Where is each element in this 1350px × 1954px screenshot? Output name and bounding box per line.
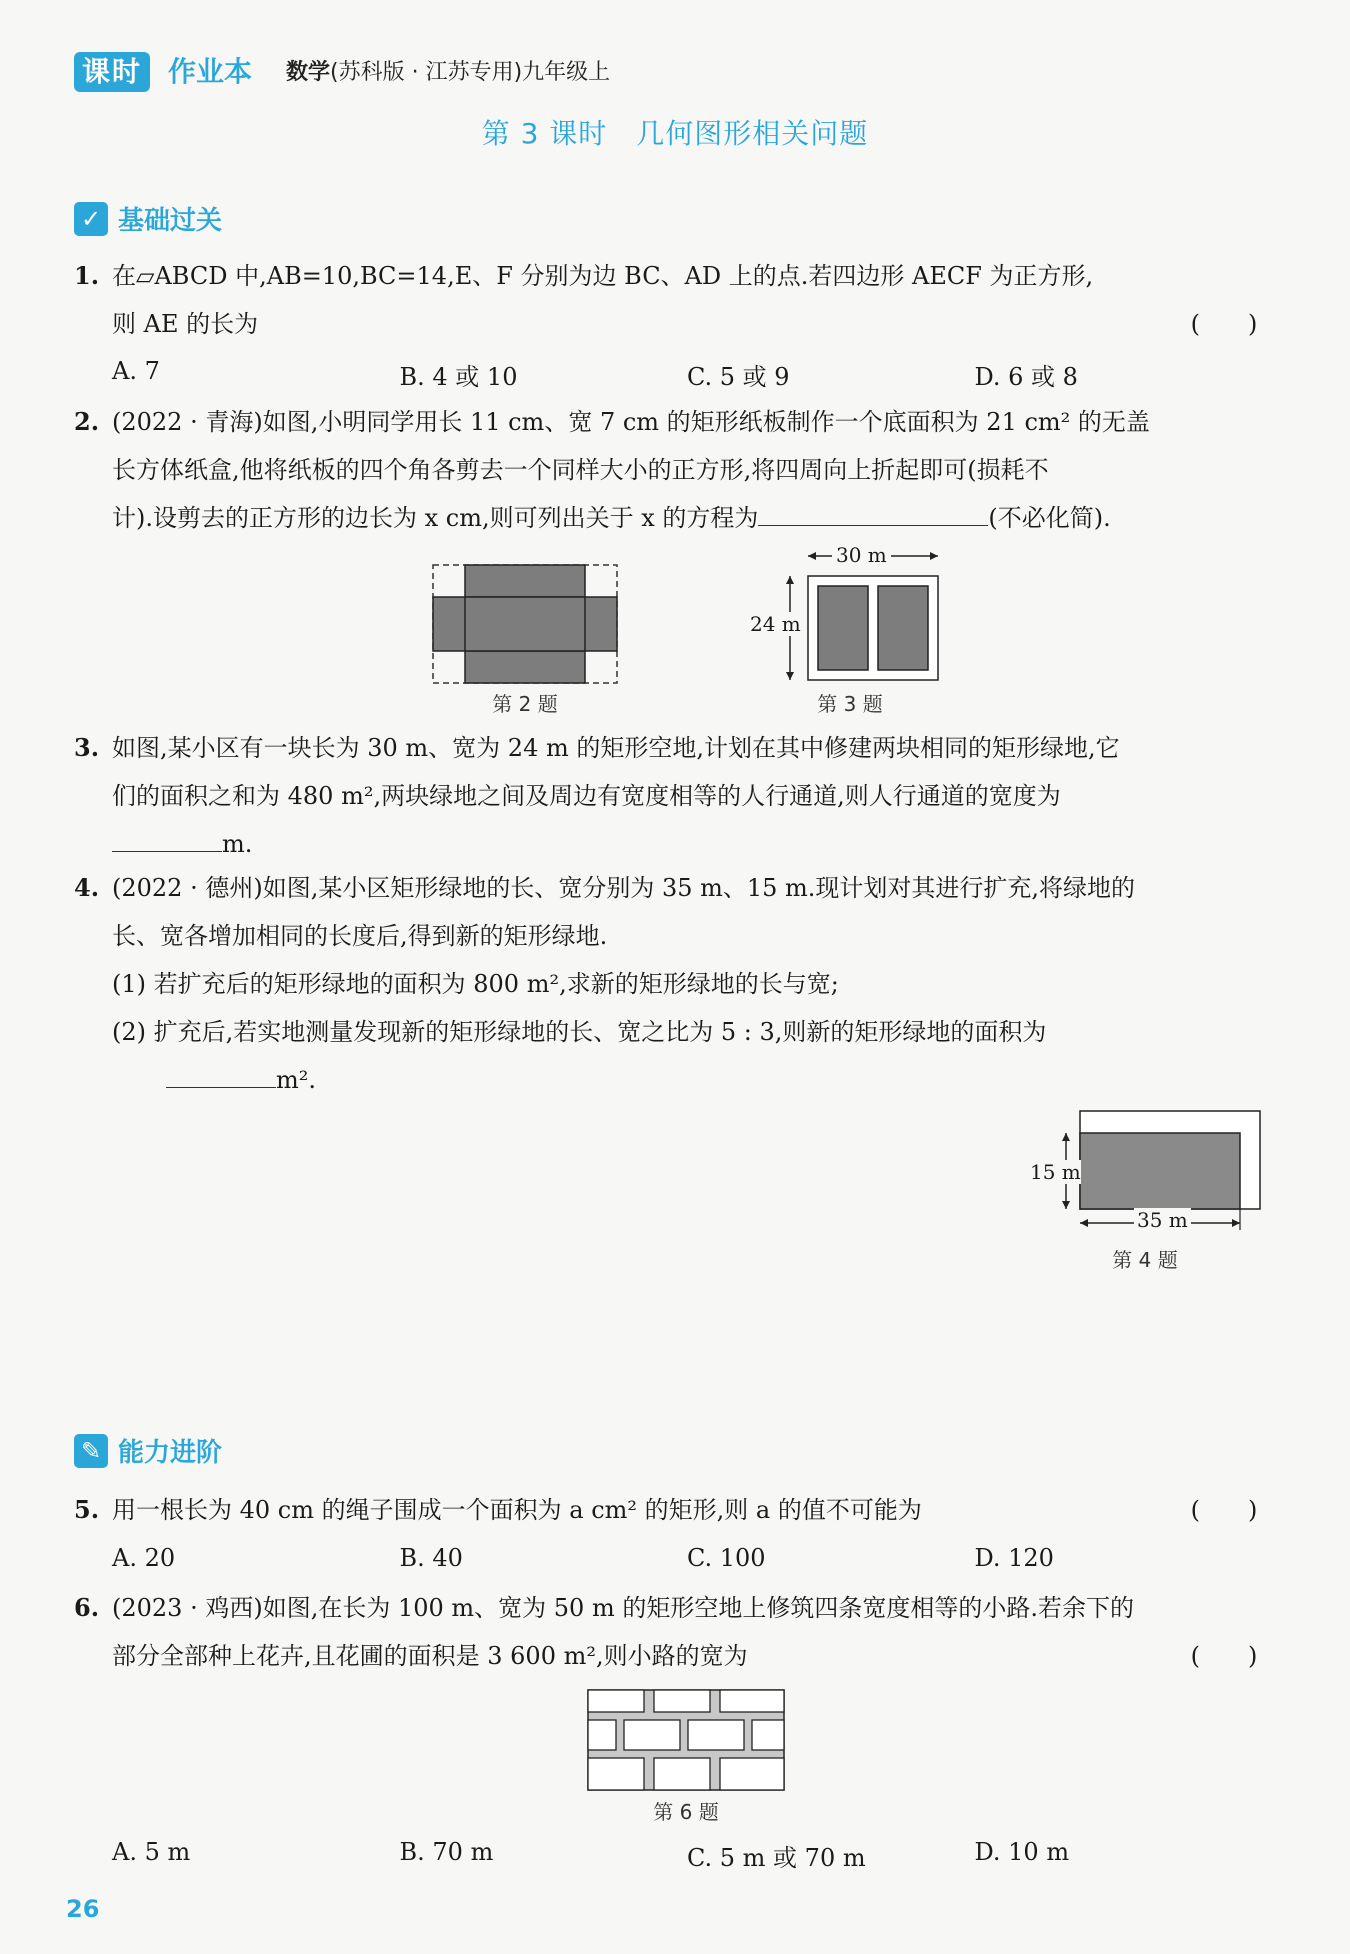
option-a: A. 7	[112, 357, 160, 385]
question-text-line: 长、宽各增加相同的长度后,得到新的矩形绿地.	[112, 922, 608, 950]
question-text-line: 则 AE 的长为	[112, 310, 259, 338]
arrow-right	[1232, 1219, 1240, 1227]
question-text: 在▱ABCD 中,AB=10,BC=14,E、F 分别为边 BC、AD 上的点.若四边形 AECF 为正方形,	[112, 262, 1094, 290]
q1-options	[112, 357, 1262, 392]
answer-paren: ( )	[1190, 1642, 1258, 1670]
question-5	[74, 1486, 1264, 1534]
question-number: 6.	[74, 1593, 100, 1622]
arrow-up	[1062, 1133, 1070, 1141]
question-number: 1.	[74, 261, 100, 290]
question-text: (2022 · 青海)如图,小明同学用长 11 cm、宽 7 cm 的矩形纸板制作一个底面积为 21 cm² 的无盖	[112, 408, 1150, 436]
green-plot-left	[818, 586, 868, 670]
sub-question-1: (1) 若扩充后的矩形绿地的面积为 800 m²,求新的矩形绿地的长与宽;	[112, 970, 839, 998]
checkbox-icon: ✓	[74, 202, 108, 236]
section-basic-heading	[74, 200, 222, 237]
edition-label: (苏科版 · 江苏专用)九年级上	[330, 60, 611, 85]
option-b: B. 70 m	[399, 1838, 494, 1866]
answer-paren: ( )	[1190, 310, 1258, 338]
question-3	[74, 724, 1264, 868]
lesson-title: 第 3 课时 几何图形相关问题	[481, 117, 869, 150]
answer-blank[interactable]	[758, 497, 988, 526]
q5-options	[112, 1544, 1262, 1572]
question-text: 如图,某小区有一块长为 30 m、宽为 24 m 的矩形空地,计划在其中修建两块相同的矩形绿地,它	[112, 734, 1120, 762]
figure-3-caption: 第 3 题	[817, 692, 883, 716]
arrow-down	[1062, 1201, 1070, 1209]
box-base	[465, 597, 585, 651]
green-plot-right	[878, 586, 928, 670]
arrow-left	[1080, 1219, 1088, 1227]
question-2	[74, 398, 1264, 542]
question-number: 4.	[74, 873, 100, 902]
arrow-right	[930, 552, 938, 560]
answer-blank[interactable]	[112, 823, 222, 852]
series-name: 作业本	[168, 55, 253, 88]
arrow-up	[786, 576, 794, 584]
unit-label: m².	[276, 1066, 317, 1094]
arrow-left	[808, 552, 816, 560]
fig3-height-label: 24 m	[750, 612, 801, 636]
question-text-line	[74, 494, 1264, 542]
section-advanced-heading	[74, 1432, 222, 1469]
answer-blank[interactable]	[166, 1059, 276, 1088]
page-number: 26	[66, 1895, 100, 1923]
book-subtitle	[286, 56, 610, 90]
question-number: 3.	[74, 733, 100, 762]
question-4	[74, 864, 1264, 1104]
series-logo: 课时	[74, 52, 150, 92]
sub-question-2: (2) 扩充后,若实地测量发现新的矩形绿地的长、宽之比为 5 : 3,则新的矩形绿地的面积为	[112, 1018, 1047, 1046]
option-d: D. 10 m	[974, 1838, 1070, 1866]
question-text-line: 部分全部种上花卉,且花圃的面积是 3 600 m²,则小路的宽为	[112, 1642, 748, 1670]
fig3-width-label: 30 m	[832, 543, 891, 567]
figure-6-caption: 第 6 题	[653, 1800, 719, 1824]
question-text-cont	[74, 1632, 1264, 1680]
question-number: 2.	[74, 407, 100, 436]
option-d: D. 120	[974, 1544, 1054, 1572]
figure-2-caption: 第 2 题	[492, 692, 558, 716]
option-c: C. 5 或 9	[687, 363, 790, 391]
unit-label: m.	[222, 830, 253, 858]
option-a: A. 20	[112, 1544, 176, 1572]
question-text-part: (不必化简).	[988, 504, 1111, 532]
option-b: B. 40	[399, 1544, 463, 1572]
question-text-line	[74, 1056, 1264, 1104]
figure-4-caption: 第 4 题	[1112, 1248, 1178, 1272]
question-text-cont	[74, 300, 1264, 348]
section-basic-label: 基础过关	[118, 206, 223, 236]
question-text: 用一根长为 40 cm 的绳子围成一个面积为 a cm² 的矩形,则 a 的值不可能为	[112, 1496, 922, 1524]
question-number: 5.	[74, 1495, 100, 1524]
fig4-width-label: 35 m	[1134, 1208, 1191, 1232]
question-text: (2022 · 德州)如图,某小区矩形绿地的长、宽分别为 35 m、15 m.现计划对其进行扩充,将绿地的	[112, 874, 1136, 902]
option-b: B. 4 或 10	[399, 363, 518, 391]
q6-options	[112, 1838, 1262, 1873]
question-1	[74, 252, 1264, 348]
option-a: A. 5 m	[112, 1838, 191, 1866]
question-text-line	[74, 820, 1264, 868]
subject-label: 数学	[286, 60, 331, 85]
arrow-down	[786, 672, 794, 680]
question-text: (2023 · 鸡西)如图,在长为 100 m、宽为 50 m 的矩形空地上修筑四条宽度相等的小路.若余下的	[112, 1594, 1134, 1622]
fig4-height-label: 15 m	[1030, 1160, 1081, 1184]
figure-2-diagram	[430, 562, 620, 686]
option-c: C. 5 m 或 70 m	[687, 1844, 866, 1872]
question-6	[74, 1584, 1264, 1680]
option-c: C. 100	[687, 1544, 766, 1572]
answer-paren: ( )	[1190, 1496, 1258, 1524]
option-d: D. 6 或 8	[974, 363, 1078, 391]
original-lawn	[1080, 1133, 1240, 1209]
figure-6-diagram	[586, 1688, 786, 1792]
question-text-part: 计).设剪去的正方形的边长为 x cm,则可列出关于 x 的方程为	[112, 504, 759, 532]
question-text-line: 们的面积之和为 480 m²,两块绿地之间及周边有宽度相等的人行通道,则人行通道的宽度为	[112, 782, 1061, 810]
section-advanced-label: 能力进阶	[118, 1438, 223, 1468]
pencil-icon: ✎	[74, 1434, 108, 1468]
question-text-line: 长方体纸盒,他将纸板的四个角各剪去一个同样大小的正方形,将四周向上折起即可(损耗不	[112, 456, 1049, 484]
